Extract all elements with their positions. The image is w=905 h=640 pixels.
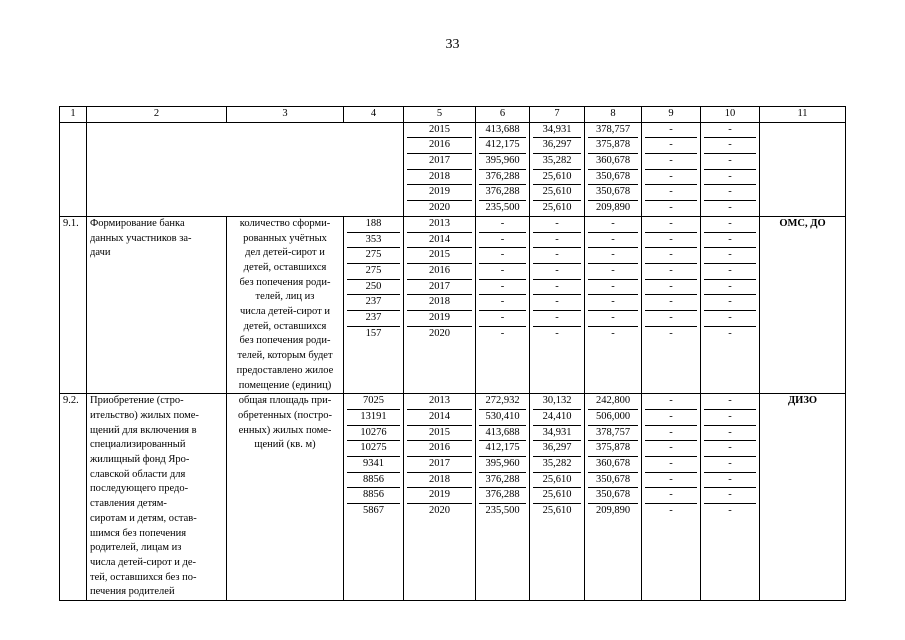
year-cell: 2013 2014 2015 2016 2017 2018 2019 2020 xyxy=(404,394,476,601)
page-number: 33 xyxy=(445,37,460,52)
value-cell: - - - - - - xyxy=(701,122,760,216)
header-cell: 11 xyxy=(760,107,846,123)
executor-cell: ДИЗО xyxy=(760,394,846,601)
year-cell: 2013 2014 2015 2016 2017 2018 2019 2020 xyxy=(404,216,476,393)
table-row-continuation xyxy=(60,122,846,216)
name-cell: Формирование банка данных участников за- дачи xyxy=(87,216,227,393)
header-cell: 8 xyxy=(585,107,642,123)
num-cell: 9.1. xyxy=(60,216,87,393)
value-cell: - - - - - - - - xyxy=(530,216,585,393)
program-table xyxy=(59,106,846,601)
header-cell: 4 xyxy=(344,107,404,123)
value-cell: - - - - - - - - xyxy=(642,216,701,393)
value-cell: 242,800 506,000 378,757 375,878 360,678 350,678 350,678 209,890 xyxy=(585,394,642,601)
table-row-9-2 xyxy=(60,394,846,601)
name-cell: Приобретение (стро- ительство) жилых поме- щений для включения в специализированный жилищный фонд Яро- славской области для последующего предо- ставления детям- сиротам и детям, остав- шимся без попечения родителей, лицам из числа детей-сирот и де- тей, оставшихся без по- печения родителей xyxy=(87,394,227,601)
value-cell: - - - - - - xyxy=(642,122,701,216)
value-cell: 34,931 36,297 35,282 25,610 25,610 25,610 xyxy=(530,122,585,216)
executor-cell xyxy=(760,122,846,216)
value-cell: - - - - - - - - xyxy=(701,394,760,601)
header-cell: 9 xyxy=(642,107,701,123)
header-cell: 6 xyxy=(476,107,530,123)
header-cell: 5 xyxy=(404,107,476,123)
header-row xyxy=(60,107,846,123)
header-cell: 7 xyxy=(530,107,585,123)
total-cell: 272,932 530,410 413,688 412,175 395,960 376,288 376,288 235,500 xyxy=(476,394,530,601)
num-cell: 9.2. xyxy=(60,394,87,601)
executor-cell: ОМС, ДО xyxy=(760,216,846,393)
header-cell: 1 xyxy=(60,107,87,123)
table-row-9-1 xyxy=(60,216,846,393)
indicator-value-cell: 188 353 275 275 250 237 237 157 xyxy=(344,216,404,393)
indicator-cell: общая площадь при- обретенных (постро- енных) жилых поме- щений (кв. м) xyxy=(227,394,344,601)
value-cell: - - - - - - - - xyxy=(701,216,760,393)
header-cell: 2 xyxy=(87,107,227,123)
merged-empty-cell xyxy=(87,122,404,216)
year-cell: 2015 2016 2017 2018 2019 2020 xyxy=(404,122,476,216)
header-cell: 3 xyxy=(227,107,344,123)
value-cell: 378,757 375,878 360,678 350,678 350,678 209,890 xyxy=(585,122,642,216)
value-cell: 30,132 24,410 34,931 36,297 35,282 25,610 25,610 25,610 xyxy=(530,394,585,601)
value-cell: - - - - - - - - xyxy=(642,394,701,601)
indicator-value-cell: 7025 13191 10276 10275 9341 8856 8856 5867 xyxy=(344,394,404,601)
total-cell: 413,688 412,175 395,960 376,288 376,288 235,500 xyxy=(476,122,530,216)
value-cell: - - - - - - - - xyxy=(585,216,642,393)
header-cell: 10 xyxy=(701,107,760,123)
indicator-cell: количество сформи- рованных учётных дел детей-сирот и детей, оставшихся без попечения роди- телей, лиц из числа детей-сирот и детей, оставшихся без попечения роди- телей, которым будет предоставлено жилое помещение (единиц) xyxy=(227,216,344,393)
total-cell: - - - - - - - - xyxy=(476,216,530,393)
num-cell xyxy=(60,122,87,216)
